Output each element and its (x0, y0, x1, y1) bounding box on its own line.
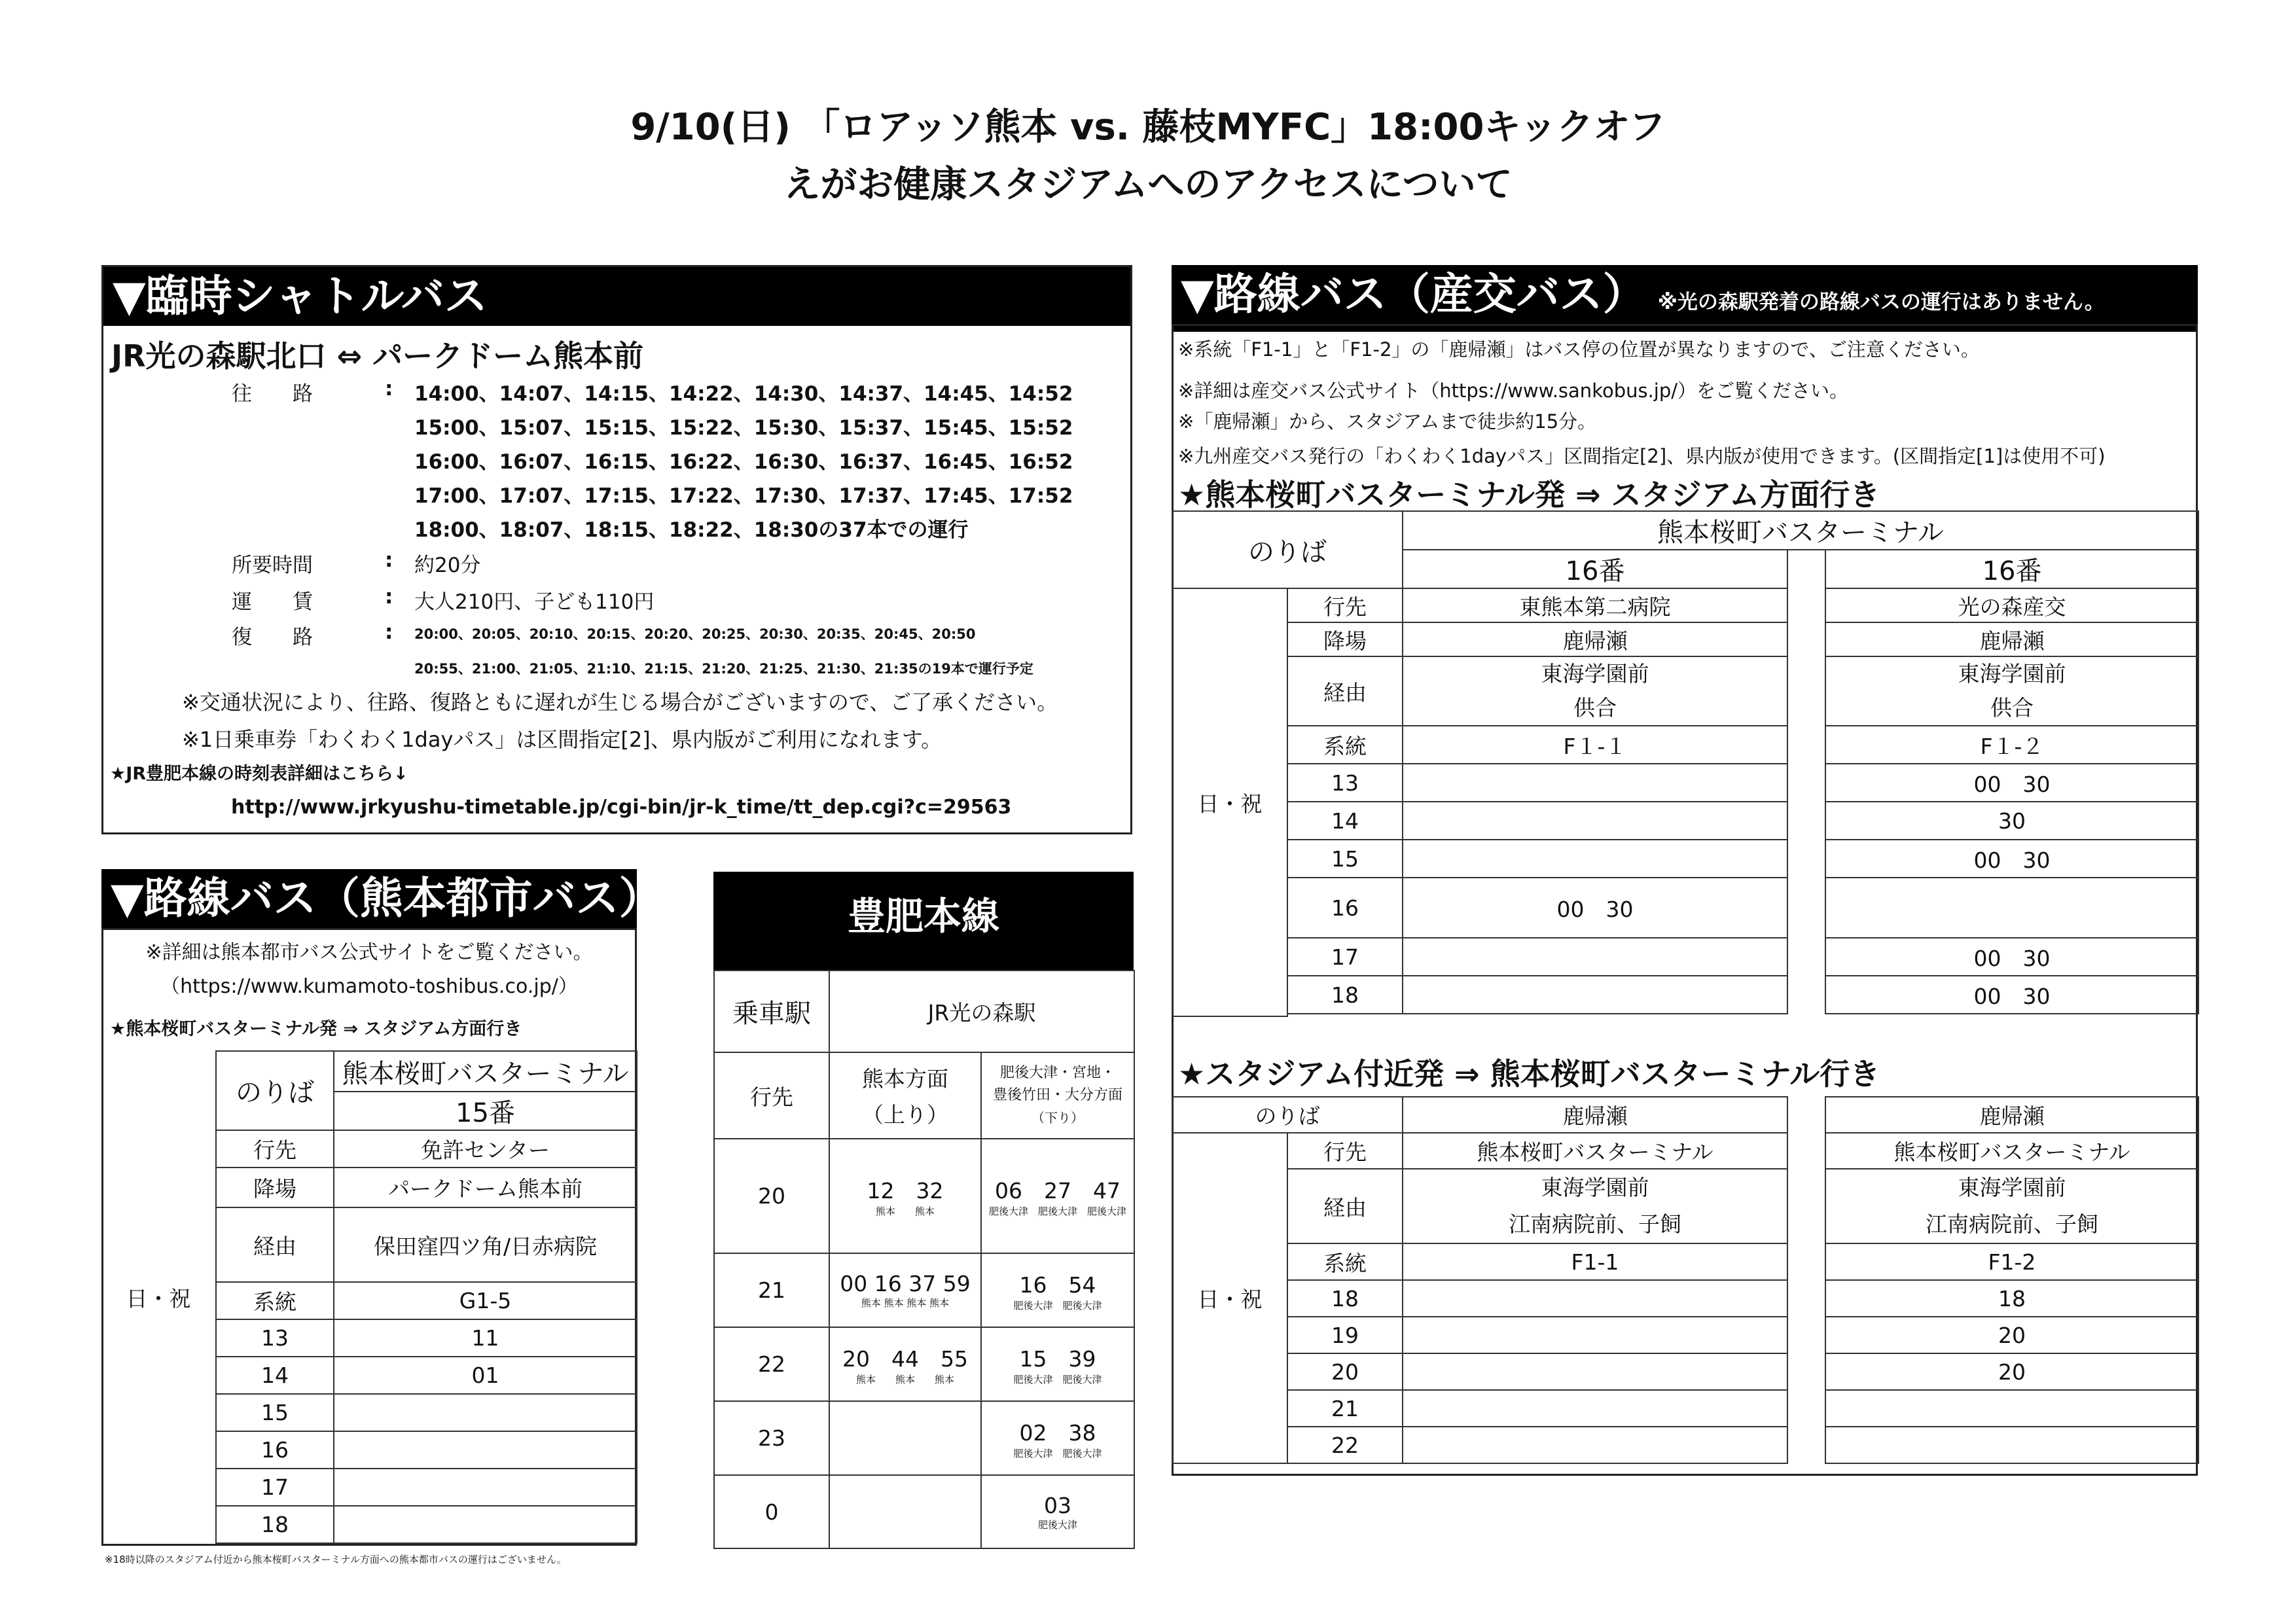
cell-a (1403, 802, 1787, 840)
colon: : (385, 585, 393, 609)
noriba-a: 鹿帰瀬 (1403, 1097, 1787, 1133)
sanko-note: ※九州産交バス発行の「わくわく1dayパス」区間指定[2]、県内版が使用できます。(区間指定[1]は使用不可) (1178, 445, 2106, 467)
row-label: 系統 (1287, 726, 1403, 764)
hour-label: 15 (216, 1394, 334, 1431)
cell-a: 鹿帰瀬 (1403, 622, 1787, 656)
jr-down-times: 16 54 肥後大津 肥後大津 (981, 1253, 1134, 1327)
jr-link-label: ★JR豊肥本線の時刻表詳細はこちら↓ (110, 764, 408, 784)
cell-a (1403, 1427, 1787, 1463)
cell-b: F１-２ (1825, 726, 2198, 764)
cell-b: 00 30 (1825, 764, 2198, 802)
toshi-note: ※詳細は熊本都市バス公式サイトをご覧ください。 (145, 941, 593, 964)
cell-b: 鹿帰瀬 (1825, 622, 2198, 656)
jr-down-times: 03 肥後大津 (981, 1475, 1134, 1548)
cell-a: 東熊本第二病院 (1403, 588, 1787, 622)
down-direction: 肥後大津・宮地・ 豊後竹田・大分方面 （下り） (981, 1052, 1134, 1139)
hour-label: 18 (1287, 1280, 1403, 1317)
hour-label: 18 (1287, 976, 1403, 1014)
jr-hour: 0 (714, 1475, 829, 1548)
hour-label: 18 (216, 1506, 334, 1543)
hour-label: 22 (1287, 1427, 1403, 1463)
platform-number: 15番 (334, 1092, 637, 1130)
colon: : (385, 377, 393, 401)
colon: : (385, 548, 393, 572)
cell-b: 00 30 (1825, 840, 2198, 878)
shuttle-section (101, 265, 1132, 834)
spacer (1403, 1014, 1787, 1016)
outbound-line: 17:00、17:07、17:15、17:22、17:30、17:37、17:45、17:52 (414, 484, 1073, 508)
return-line: 20:55、21:00、21:05、21:10、21:15、21:20、21:25、21:30、21:35の19本で運行予定 (414, 661, 1033, 677)
outbound-label: 往 路 (232, 382, 313, 406)
day-label: 日・祝 (1172, 588, 1287, 1016)
duration-label: 所要時間 (232, 554, 313, 577)
row-label: 経由 (216, 1207, 334, 1282)
sanko-note: ※系統「F1-1」と「F1-2」の「鹿帰瀬」はバス停の位置が異なりますので、ご注意ください。 (1178, 338, 1980, 361)
sanko-subheading-1: ★熊本桜町バスターミナル発 ⇒ スタジアム方面行き (1178, 477, 1880, 512)
cell-a: 熊本桜町バスターミナル (1403, 1133, 1787, 1169)
hour-label: 17 (216, 1469, 334, 1506)
cell-b: 00 30 (1825, 976, 2198, 1014)
hour-times (334, 1394, 637, 1431)
outbound-line: 18:00、18:07、18:15、18:22、18:30の37本での運行 (414, 518, 969, 542)
sanko-header-note: ※光の森駅発着の路線バスの運行はありません。 (1657, 291, 2105, 314)
toshi-table (101, 1050, 637, 1544)
row-value: G1-5 (334, 1282, 637, 1319)
jr-hour: 23 (714, 1401, 829, 1475)
cell-b: 30 (1825, 802, 2198, 840)
row-label: 経由 (1287, 1169, 1403, 1243)
cell-a (1403, 764, 1787, 802)
hour-label: 15 (1287, 840, 1403, 878)
platform-b: 16番 (1825, 550, 2198, 588)
page-subtitle: えがお健康スタジアムへのアクセスについて (783, 164, 1513, 206)
cell-b: 光の森産交 (1825, 588, 2198, 622)
fare-label: 運 賃 (232, 590, 313, 614)
jr-down-times: 02 38 肥後大津 肥後大津 (981, 1401, 1134, 1475)
cell-a (1403, 1390, 1787, 1427)
hour-times: 11 (334, 1319, 637, 1357)
row-value: 免許センター (334, 1130, 637, 1168)
platform-a: 16番 (1403, 550, 1787, 588)
station-name: JR光の森駅 (829, 971, 1134, 1052)
sanko-header: ▼路線バス（産交バス） ※光の森駅発着の路線バスの運行はありません。 (1172, 265, 2198, 332)
toshi-footnote: ※18時以降のスタジアム付近から熊本桜町バスターミナル方面への熊本都市バスの運行はございません。 (105, 1554, 567, 1565)
spacer (1287, 1014, 1403, 1016)
hour-label: 14 (1287, 802, 1403, 840)
cell-b (1825, 878, 2198, 938)
row-label: 行先 (1287, 588, 1403, 622)
shuttle-header: ▼臨時シャトルバス (103, 267, 1130, 326)
return-line: 20:00、20:05、20:10、20:15、20:20、20:25、20:30、20:35、20:45、20:50 (414, 626, 976, 642)
noriba-label: のりば (1172, 511, 1403, 588)
hour-label: 21 (1287, 1390, 1403, 1427)
shuttle-note: ※1日乗車券「わくわく1dayパス」は区間指定[2]、県内版がご利用になれます。 (182, 727, 942, 752)
jr-table (713, 970, 1135, 1549)
jr-hour: 21 (714, 1253, 829, 1327)
hour-label: 16 (1287, 878, 1403, 938)
cell-b: 00 30 (1825, 938, 2198, 976)
hour-label: 14 (216, 1357, 334, 1394)
hour-label: 16 (216, 1431, 334, 1469)
jr-up-times: 00 16 37 59 熊本 熊本 熊本 熊本 (829, 1253, 981, 1327)
hour-label: 17 (1287, 938, 1403, 976)
row-label: 降場 (1287, 622, 1403, 656)
cell-b (1825, 1390, 2198, 1427)
hour-times (334, 1469, 637, 1506)
day-label: 日・祝 (1172, 1133, 1287, 1463)
cell-a (1403, 976, 1787, 1014)
jr-up-times: 20 44 55 熊本 熊本 熊本 (829, 1327, 981, 1401)
cell-b: 18 (1825, 1280, 2198, 1317)
spacer (1825, 1014, 2198, 1016)
jr-timetable-link[interactable]: http://www.jrkyushu-timetable.jp/cgi-bin/jr-k_time/tt_dep.cgi?c=29563 (231, 796, 1012, 819)
hour-label: 20 (1287, 1353, 1403, 1390)
jr-up-times (829, 1401, 981, 1475)
page-title: 9/10(日) 「ロアッソ熊本 vs. 藤枝MYFC」18:00キックオフ (630, 106, 1666, 149)
sanko-table-return (1172, 1096, 2199, 1464)
cell-a (1403, 938, 1787, 976)
hour-times: 01 (334, 1357, 637, 1394)
hour-label: 13 (216, 1319, 334, 1357)
duration-value: 約20分 (414, 554, 481, 577)
station-label: 乗車駅 (714, 971, 829, 1052)
row-value: 保田窪四ツ角/日赤病院 (334, 1207, 637, 1282)
cell-a: 00 30 (1403, 878, 1787, 938)
cell-b (1825, 1427, 2198, 1463)
outbound-line: 16:00、16:07、16:15、16:22、16:30、16:37、16:45、16:52 (414, 450, 1073, 474)
shuttle-note: ※交通状況により、往路、復路ともに遅れが生じる場合がございますので、ご了承ください。 (182, 690, 1058, 715)
jr-up-times: 12 32 熊本 熊本 (829, 1139, 981, 1253)
row-value: パークドーム熊本前 (334, 1168, 637, 1207)
cell-a (1403, 1353, 1787, 1390)
spacer (1787, 550, 1825, 588)
via-a: 東海学園前 供合 (1403, 656, 1787, 726)
spacer (1787, 588, 1825, 1016)
cell-a (1403, 1280, 1787, 1317)
row-label: 行先 (216, 1130, 334, 1168)
row-label: 系統 (1287, 1243, 1403, 1280)
cell-b: 熊本桜町バスターミナル (1825, 1133, 2198, 1169)
day-label: 日・祝 (126, 1285, 191, 1311)
jr-up-times (829, 1475, 981, 1548)
cell-a: F１-１ (1403, 726, 1787, 764)
fare-value: 大人210円、子ども110円 (414, 590, 655, 614)
outbound-line: 14:00、14:07、14:15、14:22、14:30、14:37、14:45、14:52 (414, 382, 1073, 406)
toshi-note: （https://www.kumamoto-toshibus.co.jp/） (160, 975, 578, 998)
via-b: 東海学園前 供合 (1825, 656, 2198, 726)
return-label: 復 路 (232, 626, 313, 649)
row-label: 経由 (1287, 656, 1403, 726)
cell-b: 20 (1825, 1317, 2198, 1353)
terminal-name: 熊本桜町バスターミナル (1403, 511, 2198, 550)
row-label: 降場 (216, 1168, 334, 1207)
up-direction: 熊本方面 （上り） (829, 1052, 981, 1139)
jr-down-times: 15 39 肥後大津 肥後大津 (981, 1327, 1134, 1401)
cell-b: 20 (1825, 1353, 2198, 1390)
sanko-table-outbound (1172, 510, 2199, 1017)
noriba-b: 鹿帰瀬 (1825, 1097, 2198, 1133)
cell-a (1403, 1317, 1787, 1353)
sanko-subheading-2: ★スタジアム付近発 ⇒ 熊本桜町バスターミナル行き (1178, 1056, 1880, 1092)
outbound-line: 15:00、15:07、15:15、15:22、15:30、15:37、15:45、15:52 (414, 416, 1073, 440)
cell-b: F1-2 (1825, 1243, 2198, 1280)
row-label: 系統 (216, 1282, 334, 1319)
dest-label: 行先 (714, 1052, 829, 1139)
cell-a (1403, 840, 1787, 878)
hour-times (334, 1431, 637, 1469)
via-b: 東海学園前 江南病院前、子飼 (1825, 1169, 2198, 1243)
noriba-label: のりば (216, 1051, 334, 1130)
shuttle-route: JR光の森駅北口 ⇔ パークドーム熊本前 (111, 338, 644, 374)
cell-a: F1-1 (1403, 1243, 1787, 1280)
toshi-header: ▼路線バス（熊本都市バス） (101, 869, 637, 928)
colon: : (385, 620, 393, 644)
sanko-note: ※詳細は産交バス公式サイト（https://www.sankobus.jp/）をご覧ください。 (1178, 380, 1849, 402)
hour-times (334, 1506, 637, 1543)
toshi-subheading: ★熊本桜町バスターミナル発 ⇒ スタジアム方面行き (110, 1019, 522, 1039)
jr-hour: 20 (714, 1139, 829, 1253)
hour-label: 19 (1287, 1317, 1403, 1353)
noriba-label: のりば (1172, 1097, 1403, 1133)
hour-label: 13 (1287, 764, 1403, 802)
row-label: 行先 (1287, 1133, 1403, 1169)
spacer (1787, 1097, 1825, 1463)
terminal-name: 熊本桜町バスターミナル (334, 1051, 637, 1092)
jr-down-times: 06 27 47 肥後大津 肥後大津 肥後大津 (981, 1139, 1134, 1253)
sanko-note: ※「鹿帰瀬」から、スタジアムまで徒歩約15分。 (1178, 410, 1597, 433)
via-a: 東海学園前 江南病院前、子飼 (1403, 1169, 1787, 1243)
jr-header: 豊肥本線 (713, 872, 1134, 970)
jr-hour: 22 (714, 1327, 829, 1401)
